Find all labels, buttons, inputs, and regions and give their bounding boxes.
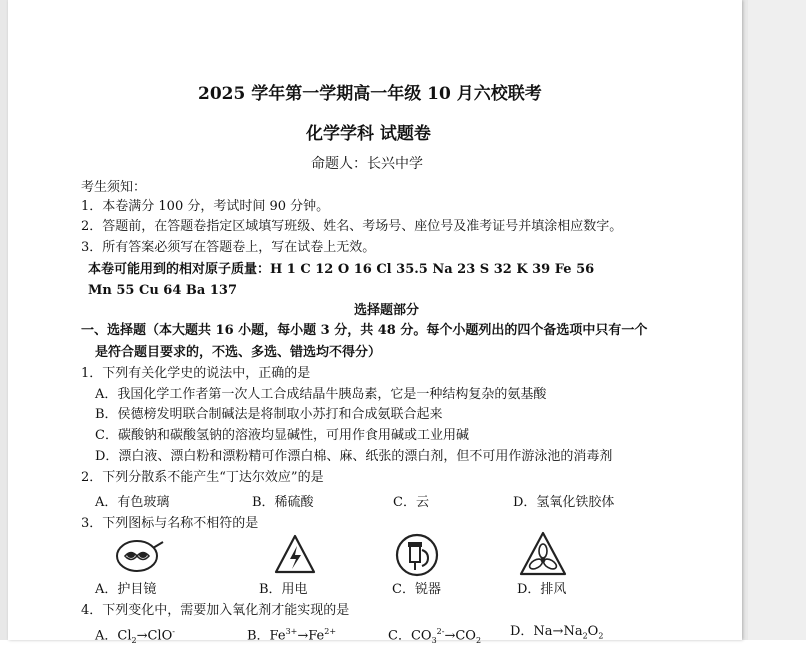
atomic-mass-line: 本卷可能用到的相对原子质量：H 1 C 12 O 16 Cl 35.5 Na 23 S 32 K 39 Fe 56 (88, 262, 595, 277)
option-text: C．锐器 (392, 582, 441, 597)
option-text: B．侯德榜发明联合制碱法是将制取小苏打和合成氨联合起来 (95, 407, 443, 422)
section-title: 选择题部分 (354, 303, 420, 318)
option-text: D．漂白液、漂白粉和漂粉精可作漂白棉、麻、纸张的漂白剂，但不可用作游泳池的消毒剂 (95, 449, 613, 464)
option-text: C．云 (393, 495, 429, 510)
option-formula (510, 624, 603, 645)
formula-superscript: 3+ (285, 627, 298, 636)
formula-part: →Fe (297, 628, 325, 644)
document-page (8, 0, 742, 645)
formula-part: A．Cl (95, 628, 132, 644)
question-stem: 3．下列图标与名称不相符的是 (81, 516, 259, 531)
author-line: 命题人：长兴中学 (311, 156, 423, 172)
question-stem: 1．下列有关化学史的说法中，正确的是 (81, 366, 311, 381)
option-formula (95, 624, 175, 649)
notice-heading: 考生须知： (81, 180, 147, 195)
option-formula (388, 624, 481, 649)
notice-item: 2．答题前，在答题卷指定区域填写班级、姓名、考场号、座位号及准考证号并填涂相应数字。 (81, 219, 623, 234)
notice-item: 1．本卷满分 100 分，考试时间 90 分钟。 (81, 199, 330, 214)
formula-superscript: 2+ (324, 627, 337, 636)
formula-part: C．CO (388, 628, 432, 644)
subject-title: 化学学科 试题卷 (306, 124, 431, 144)
formula-subscript: 2 (582, 631, 588, 641)
option-text: A．我国化学工作者第一次人工合成结晶牛胰岛素，它是一种结构复杂的氨基酸 (95, 387, 547, 402)
notice-item: 3．所有答案必须写在答题卷上，写在试卷上无效。 (81, 240, 376, 255)
exam-title: 2025 学年第一学期高一年级 10 月六校联考 (198, 84, 542, 104)
option-text: D．排风 (517, 582, 567, 597)
formula-part: O (587, 624, 599, 639)
formula-part: B．Fe (247, 628, 286, 644)
scrollbar-track[interactable] (748, 0, 806, 640)
formula-subscript: 2 (475, 635, 482, 645)
formula-part: →CO (444, 628, 476, 644)
formula-subscript: 3 (431, 635, 437, 645)
electricity-icon (272, 532, 318, 578)
formula-subscript: 2 (131, 635, 137, 645)
atomic-mass-line: Mn 55 Cu 64 Ba 137 (88, 283, 237, 298)
option-text: A．护目镜 (95, 582, 157, 597)
part-instructions: 一、选择题（本大题共 16 小题，每小题 3 分，共 48 分。每个小题列出的四个备选项中只有一个 (81, 323, 648, 338)
option-text: B．稀硫酸 (252, 495, 314, 510)
formula-superscript: 2- (436, 627, 445, 636)
option-text: C．碳酸钠和碳酸氢钠的溶液均显碱性，可用作食用碱或工业用碱 (95, 428, 469, 443)
question-stem: 2．下列分散系不能产生“丁达尔效应”的是 (81, 470, 324, 485)
option-formula (247, 624, 336, 644)
option-text: B．用电 (259, 582, 308, 597)
goggles-icon (113, 534, 167, 578)
option-text: A．有色玻璃 (95, 495, 170, 510)
exhaust-fan-icon (518, 530, 568, 578)
formula-subscript: 2 (598, 631, 604, 641)
sharp-object-icon (394, 532, 440, 578)
formula-part: →ClO (136, 628, 173, 644)
formula-superscript: - (172, 627, 175, 636)
option-text: D．氢氧化铁胶体 (513, 495, 615, 510)
question-stem: 4．下列变化中，需要加入氧化剂才能实现的是 (81, 603, 350, 618)
formula-part: D．Na→Na (510, 624, 583, 639)
part-instructions: 是符合题目要求的，不选、多选、错选均不得分） (95, 345, 382, 360)
